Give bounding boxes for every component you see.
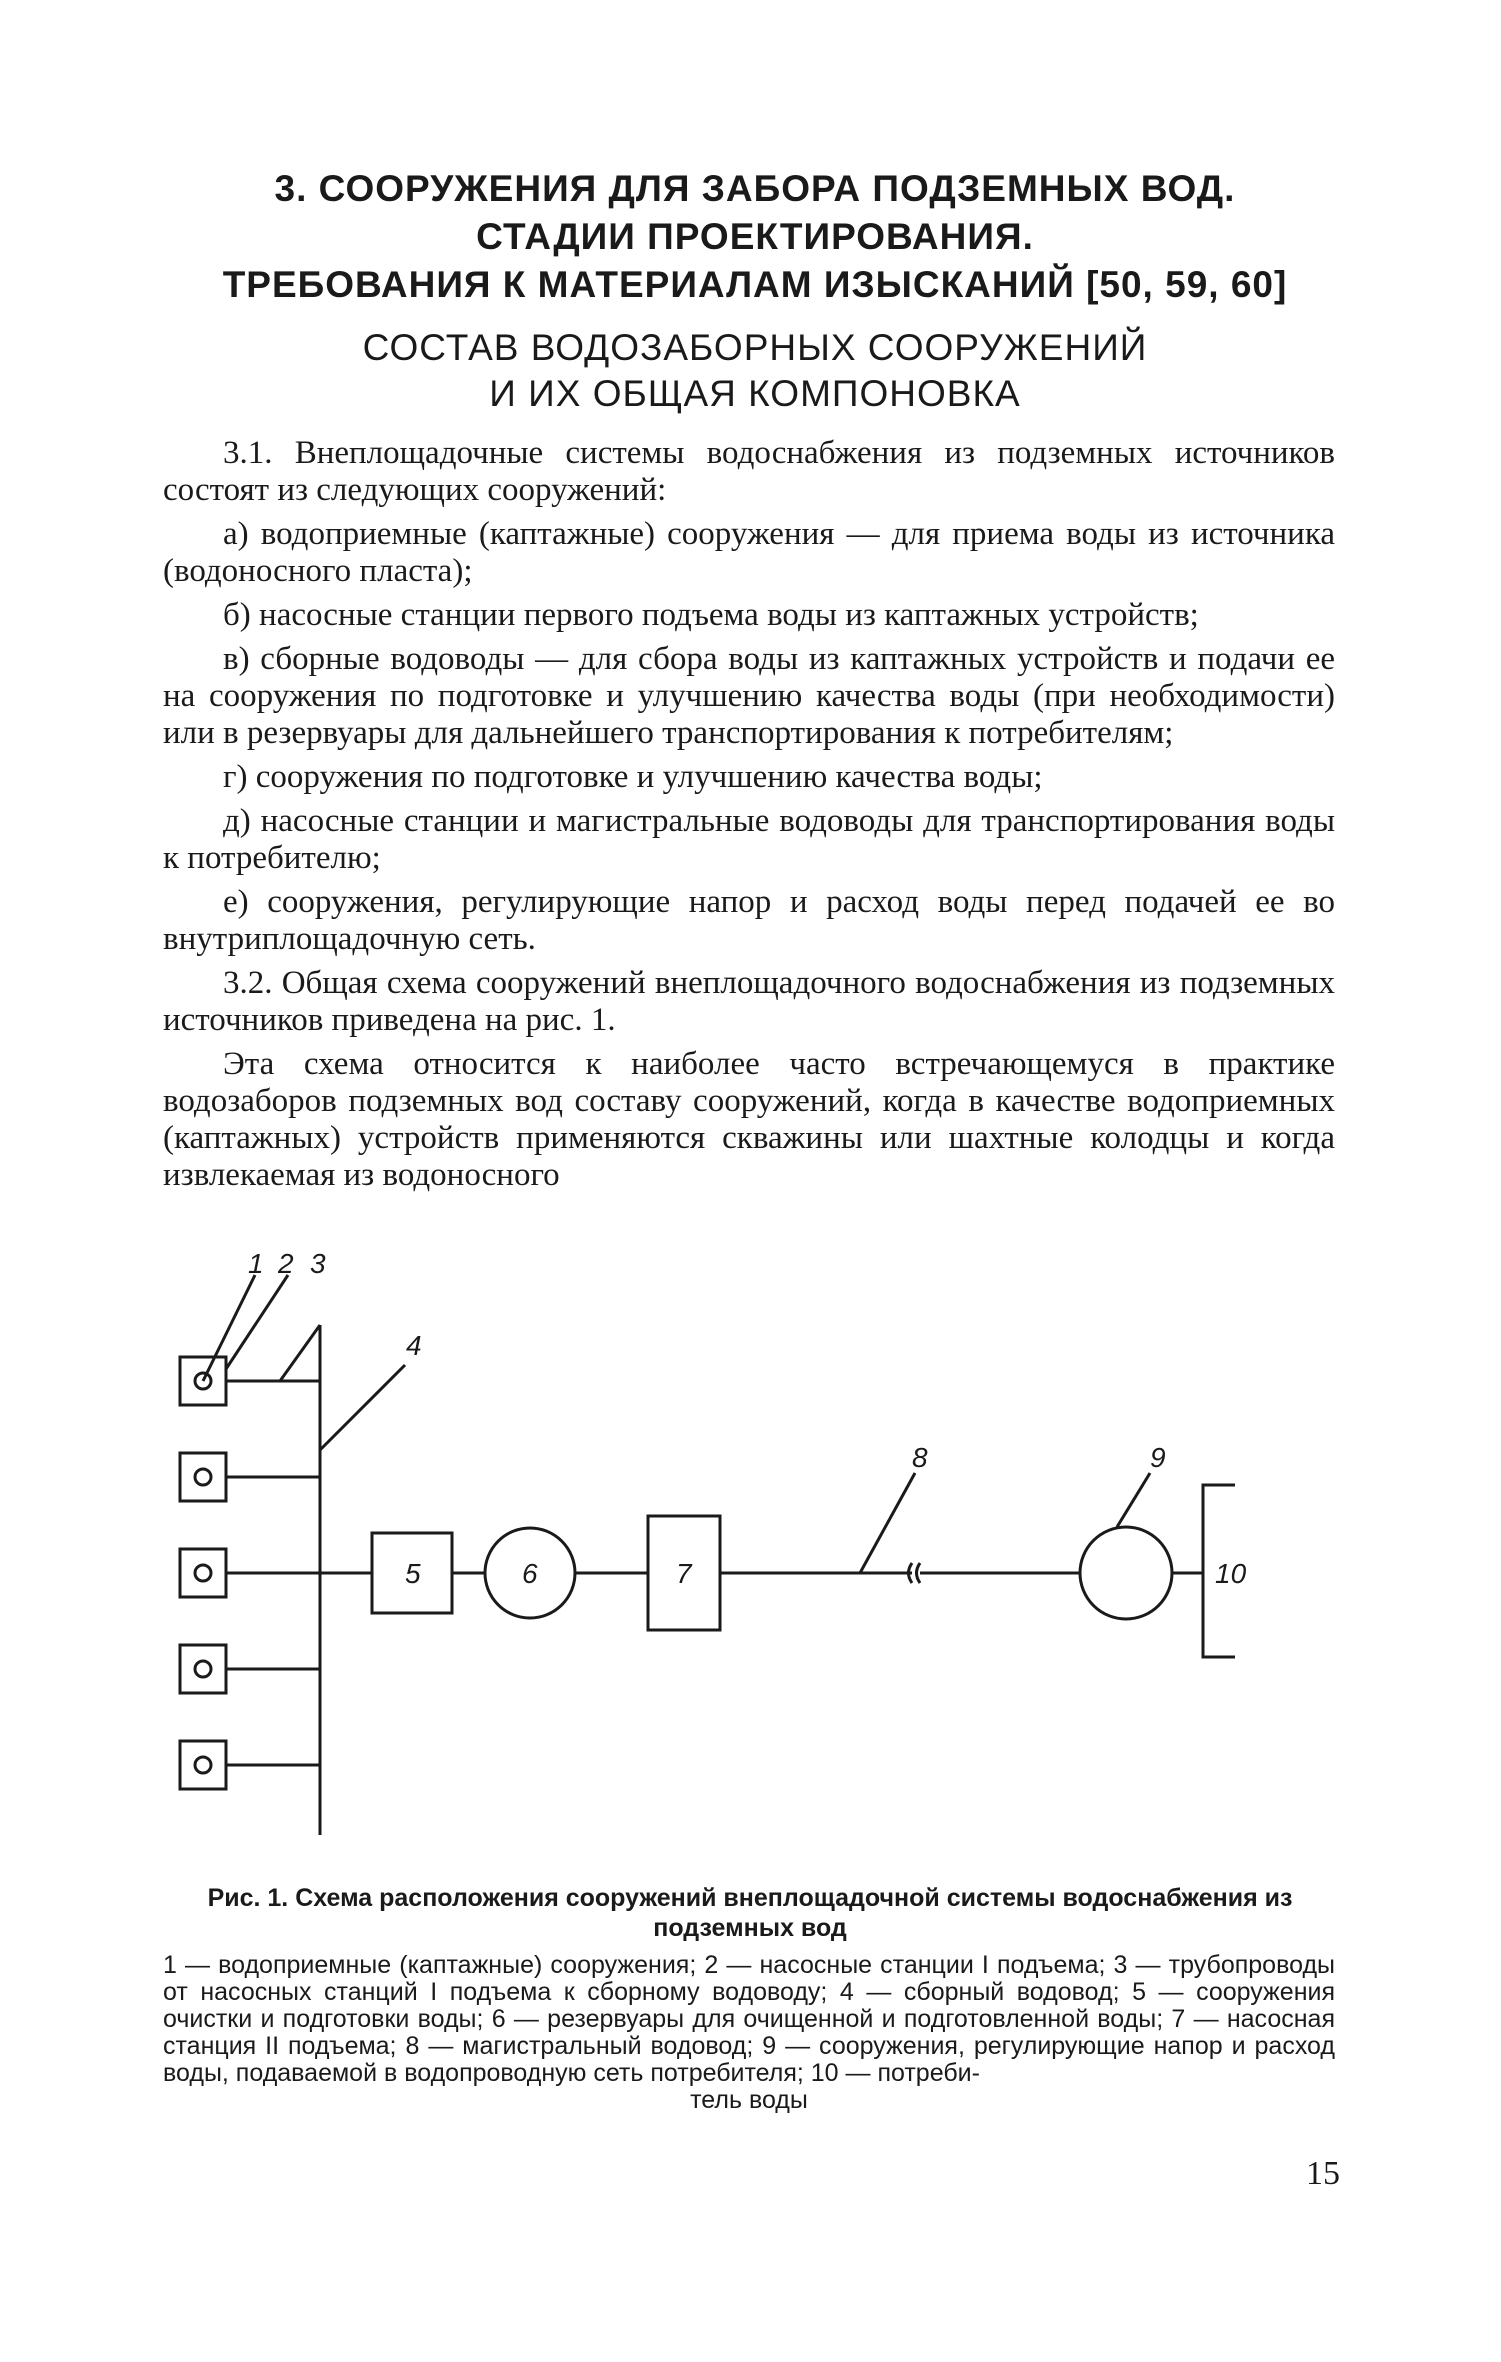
leader-4 xyxy=(320,1365,405,1450)
paragraph: д) насосные станции и магистральные водоводы для транспортирования воды к потребителю; xyxy=(163,803,1335,876)
label-5: 5 xyxy=(405,1558,421,1589)
label-10: 10 xyxy=(1215,1558,1247,1589)
figure-caption: Рис. 1. Схема расположения сооружений внеплощадочной системы водоснабжения из подземных вод xyxy=(207,1884,1293,1942)
regulating-circle xyxy=(1080,1527,1172,1619)
subheading-line-1: СОСТАВ ВОДОЗАБОРНЫХ СООРУЖЕНИЙ xyxy=(362,327,1148,368)
paragraph: б) насосные станции первого подъема воды из каптажных устройств; xyxy=(223,597,1199,633)
paragraph: е) сооружения, регулирующие напор и расход воды перед подачей ее во внутриплощадочную сеть. xyxy=(163,884,1335,957)
body-text xyxy=(163,435,1335,1201)
paragraph: 3.1. Внеплощадочные системы водоснабжения из подземных источников состоят из следующих сооружений: xyxy=(163,435,1335,508)
label-8: 8 xyxy=(912,1442,928,1473)
scheme-diagram xyxy=(160,1245,1340,1860)
paragraph: в) сборные водоводы — для сбора воды из каптажных устройств и подачи ее на сооружения по подготовке и улучшению качества воды (при необходимости) или в резервуары для дальнейшего транспортирования к потребителям; xyxy=(163,641,1335,751)
heading-line-2: СТАДИИ ПРОЕКТИРОВАНИЯ. xyxy=(476,216,1034,257)
subheading-line-2: И ИХ ОБЩАЯ КОМПОНОВКА xyxy=(489,373,1021,414)
section-heading xyxy=(160,165,1350,309)
paragraph: Эта схема относится к наиболее часто встречающемуся в практике водозаборов подземных вод составу сооружений, когда в качестве водоприемных (каптажных) устройств применяются скважины или шахтные колодцы и когда извлекаемая из водоносного xyxy=(163,1046,1335,1193)
paragraph: г) сооружения по подготовке и улучшению качества воды; xyxy=(223,759,1043,795)
legend-text: 1 — водоприемные (каптажные) сооружения; 2 — насосные станции I подъема; 3 — трубопроводы от насосных станций I подъема к сборному водоводу; 4 — сборный водовод; 5 — сооружения очистки и подготовки воды; 6 — резервуары для очищенной и подготовленной воды; 7 — насосная станция II подъема; 8 — магистральный водовод; 9 — сооружения, регулирующие напор и расход воды, подаваемой в водопроводную сеть потребителя; 10 — потреби- xyxy=(163,1951,1335,2087)
label-4: 4 xyxy=(406,1330,422,1361)
leader-8 xyxy=(860,1473,915,1573)
heading-line-3: ТРЕБОВАНИЯ К МАТЕРИАЛАМ ИЗЫСКАНИЙ [50, 59, 60] xyxy=(222,264,1288,305)
intake-box xyxy=(180,1741,226,1789)
paragraph: 3.2. Общая схема сооружений внеплощадочного водоснабжения из подземных источников приведена на рис. 1. xyxy=(163,965,1335,1038)
figure-legend xyxy=(163,1952,1335,2114)
leader-2 xyxy=(226,1275,288,1369)
pump-circle xyxy=(195,1757,211,1773)
intake-box xyxy=(180,1549,226,1597)
leader-3 xyxy=(280,1325,320,1381)
heading-line-1: 3. СООРУЖЕНИЯ ДЛЯ ЗАБОРА ПОДЗЕМНЫХ ВОД. xyxy=(274,168,1236,209)
paragraph: а) водоприемные (каптажные) сооружения — для приема воды из источника (водоносного пласта); xyxy=(163,516,1335,589)
label-6: 6 xyxy=(522,1558,538,1589)
pump-circle xyxy=(195,1565,211,1581)
legend-tail: тель воды xyxy=(690,2086,808,2114)
pump-circle xyxy=(195,1661,211,1677)
intake-box xyxy=(180,1453,226,1501)
page-number: 15 xyxy=(1306,2155,1340,2192)
label-1: 1 xyxy=(248,1248,264,1279)
leader-9 xyxy=(1117,1473,1150,1527)
label-9: 9 xyxy=(1150,1442,1166,1473)
label-7: 7 xyxy=(676,1558,692,1589)
label-2: 2 xyxy=(278,1248,294,1279)
section-subheading xyxy=(160,325,1350,417)
label-3: 3 xyxy=(310,1248,326,1279)
pump-circle xyxy=(195,1469,211,1485)
intake-box xyxy=(180,1645,226,1693)
